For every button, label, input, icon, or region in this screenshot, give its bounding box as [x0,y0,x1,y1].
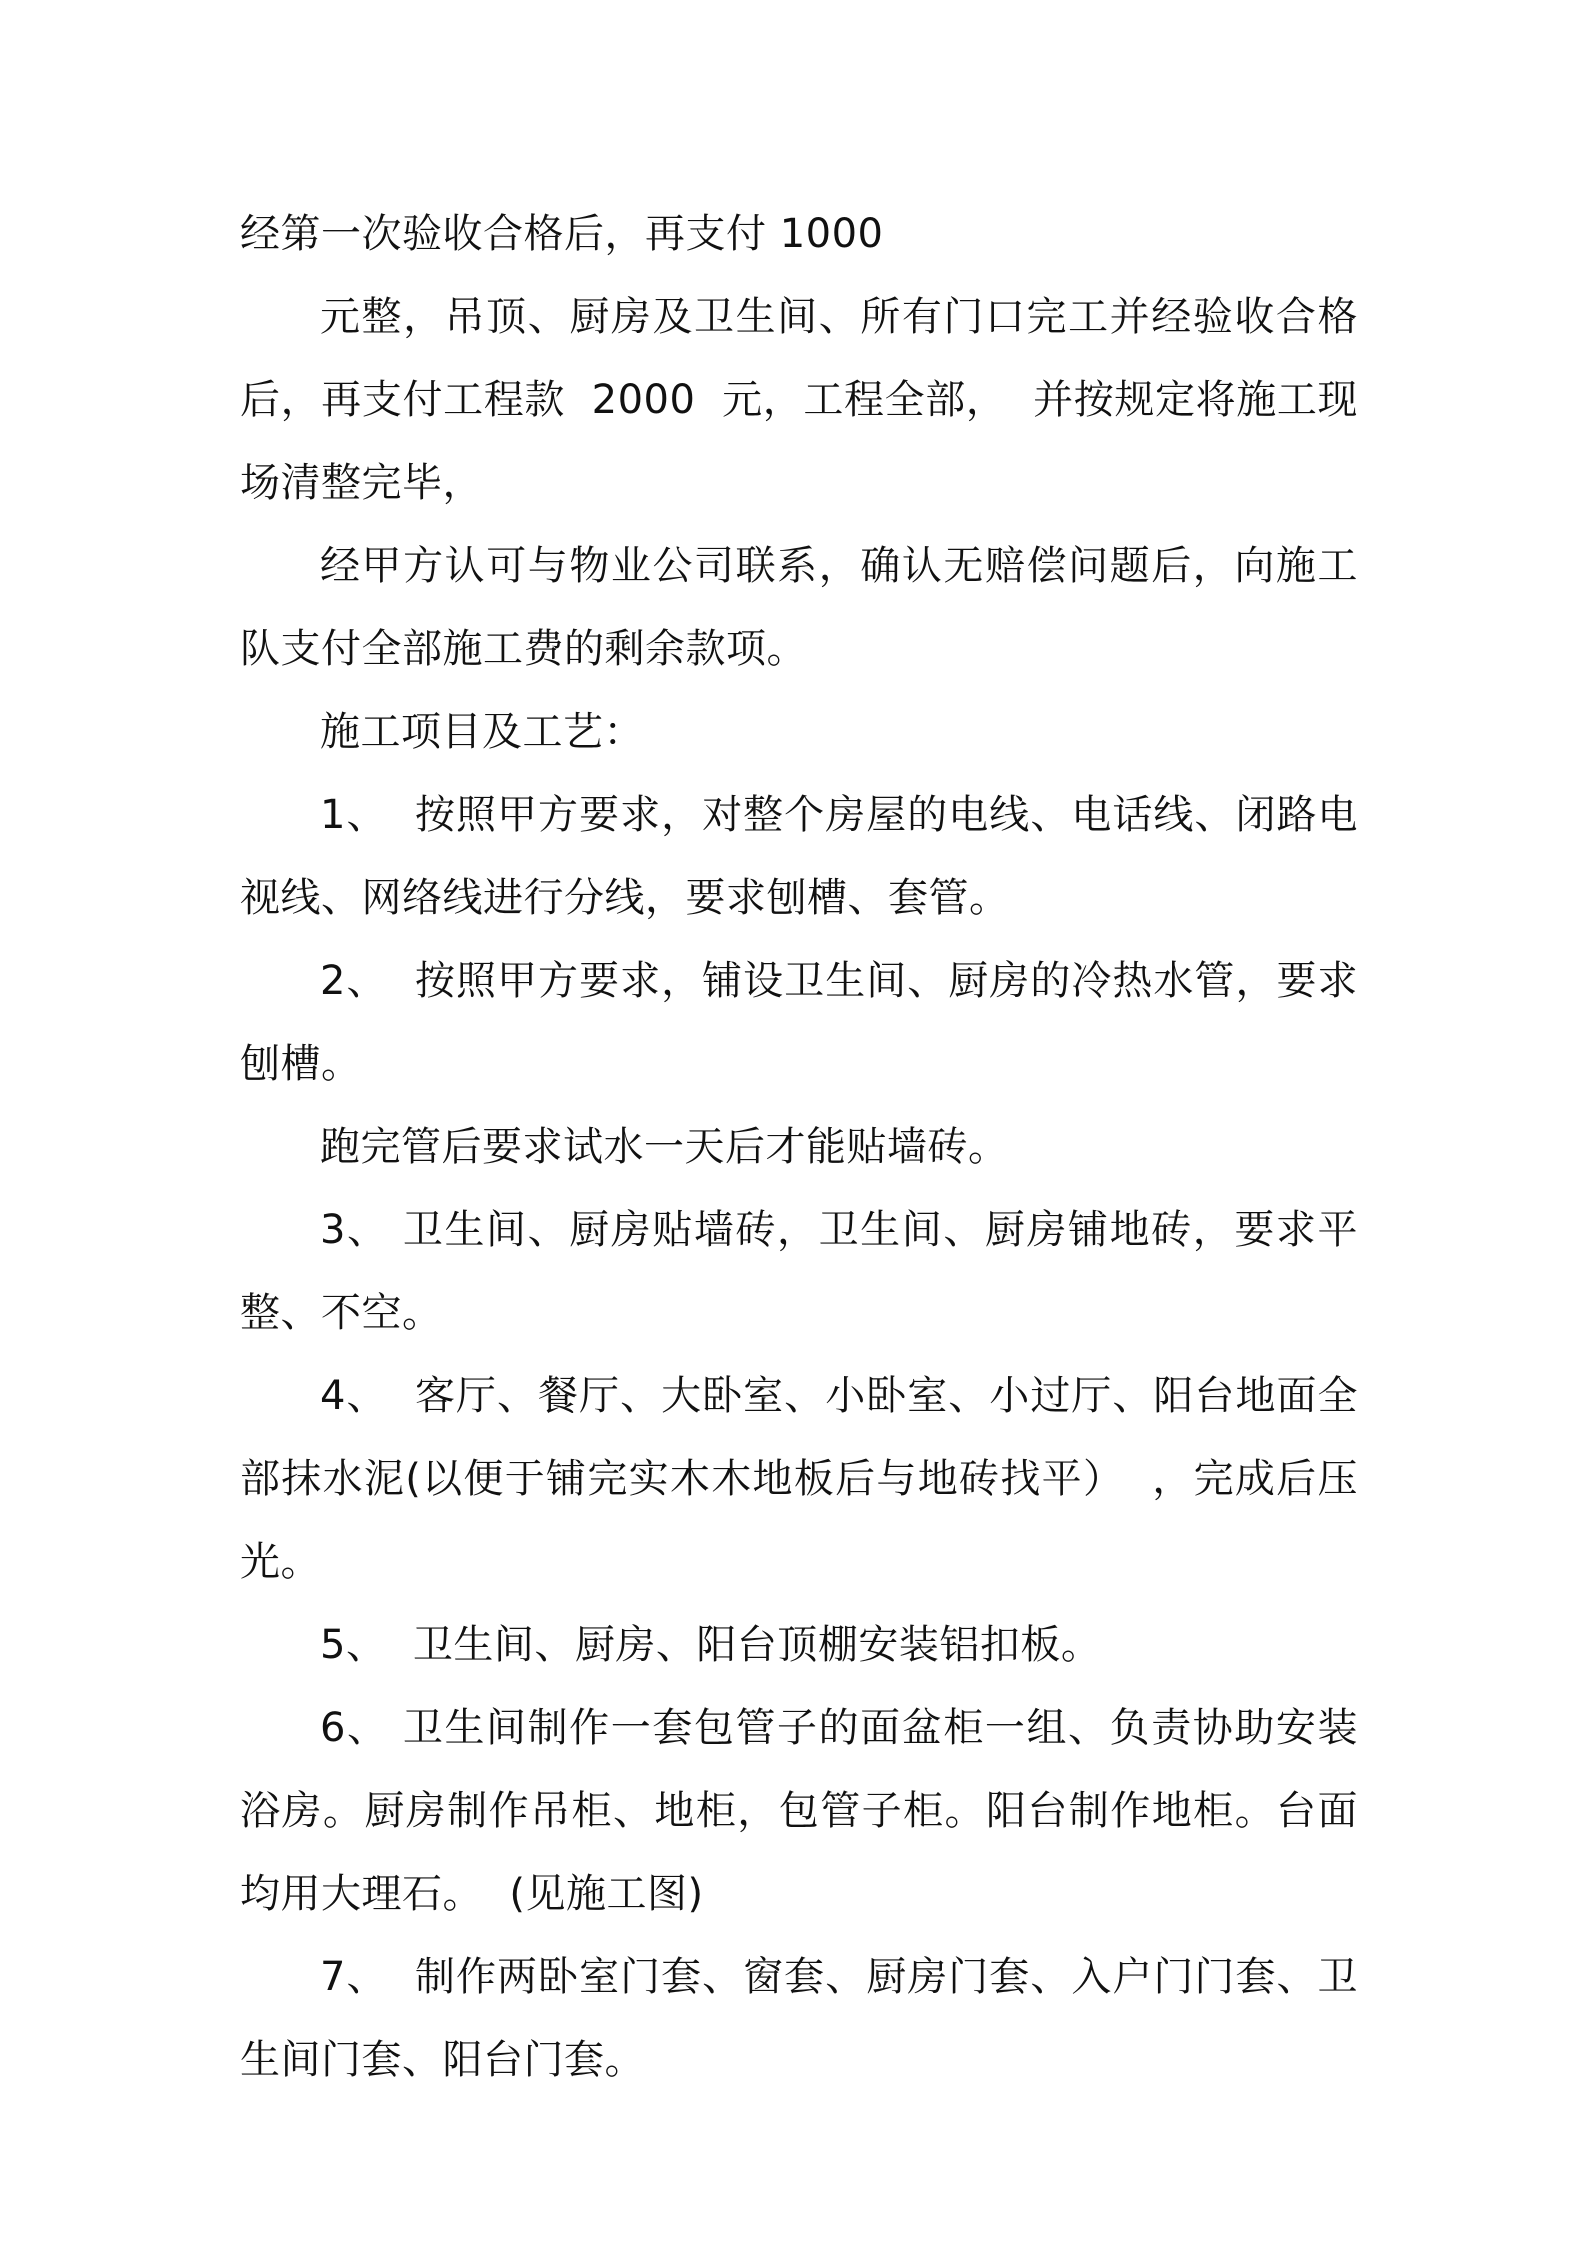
list-item-3-tiling: 3、 卫生间、厨房贴墙砖，卫生间、厨房铺地砖，要求平整、不空。 [240,1207,1358,1336]
list-item-5-ceiling-panels: 5、 卫生间、厨房、阳台顶棚安装铝扣板。 [320,1622,1102,1668]
paragraph-final-payment: 经甲方认可与物业公司联系，确认无赔偿问题后，向施工队支付全部施工费的剩余款项。 [240,543,1358,672]
paragraph-payment-terms: 元整，吊顶、厨房及卫生间、所有门口完工并经验收合格后，再支付工程款 2000 元，工程全部， 并按规定将施工现场清整完毕， [240,294,1358,506]
paragraph-acceptance-payment: 经第一次验收合格后，再支付 1000 [240,211,884,257]
list-item-7-door-frames: 7、 制作两卧室门套、窗套、厨房门套、入户门门套、卫生间门套、阳台门套。 [240,1954,1358,2083]
list-item-1-wiring: 1、 按照甲方要求，对整个房屋的电线、电话线、闭路电视线、网络线进行分线，要求刨槽、套管。 [240,792,1358,921]
list-item-4-cement-floor: 4、 客厅、餐厅、大卧室、小卧室、小过厅、阳台地面全部抹水泥(以便于铺完实木木地板后与地砖找平） ，完成后压光。 [240,1373,1358,1585]
document-body [240,193,1358,2102]
list-item-2-water-pipes: 2、 按照甲方要求，铺设卫生间、厨房的冷热水管，要求刨槽。 [240,958,1358,1087]
section-heading-construction-items: 施工项目及工艺： [320,709,644,755]
list-item-6-cabinets: 6、 卫生间制作一套包管子的面盆柜一组、负责协助安装浴房。厨房制作吊柜、地柜，包管子柜。阳台制作地柜。台面均用大理石。 (见施工图) [240,1705,1358,1917]
paragraph-water-test: 跑完管后要求试水一天后才能贴墙砖。 [320,1124,1009,1170]
